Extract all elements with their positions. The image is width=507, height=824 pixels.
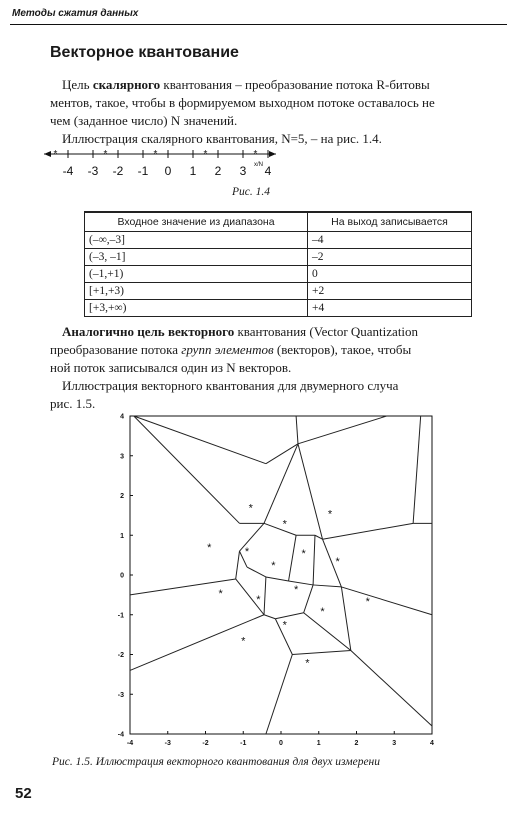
table-cell: [+1,+3) (85, 283, 308, 300)
y-tick-label: -3 (117, 691, 124, 699)
y-tick-label: -1 (117, 612, 124, 620)
number-line-mark: * (153, 149, 158, 160)
table-row (85, 283, 472, 300)
x-tick-label: 0 (279, 740, 283, 747)
cell-edge (289, 535, 297, 581)
header-rule (10, 24, 507, 25)
cell-edge (266, 655, 292, 735)
y-tick-label: 4 (120, 413, 124, 421)
cell-edge (134, 416, 266, 464)
table-cell: (–3, –1] (85, 249, 308, 266)
number-line-label: -4 (62, 164, 74, 178)
codebook-point: * (248, 502, 253, 515)
text-span: Цель (62, 77, 93, 92)
number-line-small-label: x/N (254, 162, 263, 168)
cell-edge (264, 444, 298, 524)
table-header-cell: На выход записывается (308, 212, 472, 232)
cell-edge (266, 444, 298, 464)
table-row (85, 249, 472, 266)
table-row (85, 300, 472, 317)
axis-ticks (118, 414, 434, 748)
italic-term: групп элементов (181, 342, 274, 357)
figure1-caption: Рис. 1.4 (232, 186, 271, 198)
cell-edge (292, 651, 351, 655)
codebook-point: * (365, 595, 370, 608)
section-title: Векторное квантование (50, 44, 239, 61)
paragraph3-line1: Иллюстрация векторного квантования для двумерного случа (62, 378, 399, 393)
illustration-line: Иллюстрация скалярного квантования, N=5, – на рис. 1.4. (62, 131, 382, 146)
right-arrow-icon (269, 151, 276, 157)
voronoi-cell-edges (130, 416, 432, 734)
cell-edge (289, 581, 314, 585)
cell-edge (351, 651, 432, 727)
cell-edge (264, 523, 296, 535)
paragraph2-line3: ной поток записывался один из N векторов. (50, 360, 292, 375)
cell-edge (266, 577, 289, 581)
codebook-point: * (271, 560, 276, 573)
paragraph1-line2: ментов, такое, чтобы в формируемом выходном потоке оставалось не (50, 95, 435, 110)
x-tick-label: -2 (202, 740, 209, 747)
y-tick-label: 3 (120, 453, 124, 461)
bold-term: скалярного (92, 77, 161, 92)
cell-edge (304, 613, 351, 651)
x-tick-label: -3 (164, 740, 171, 747)
table-cell: (–1,+1) (85, 266, 308, 283)
cell-edge (264, 615, 275, 619)
table-row (85, 232, 472, 249)
figure2-caption: Рис. 1.5. Иллюстрация векторного квантования для двух измерени (52, 756, 381, 768)
table-cell: (–∞,–3] (85, 232, 308, 249)
paragraph3-line2: рис. 1.5. (50, 396, 96, 411)
cell-edge (264, 577, 266, 615)
number-line-labels (63, 164, 272, 178)
cell-edge (323, 523, 414, 539)
y-tick-label: -2 (117, 652, 124, 659)
table-row (85, 266, 472, 283)
cell-edge (298, 416, 387, 444)
running-header: Методы сжатия данных (12, 8, 139, 19)
number-line-mark: * (53, 149, 58, 160)
number-line-mark: * (103, 149, 108, 160)
table-header-row (85, 212, 472, 232)
table-cell: +4 (308, 300, 472, 317)
codebook-point: * (301, 548, 306, 561)
number-line (40, 144, 320, 184)
cell-edge (275, 613, 303, 619)
cell-edge (413, 416, 421, 523)
cell-edge (313, 535, 315, 585)
plot-frame (130, 416, 432, 734)
table-cell: –4 (308, 232, 472, 249)
x-tick-label: 4 (430, 740, 434, 747)
paragraph2-line1 (62, 323, 418, 340)
cell-edge (304, 585, 313, 613)
codebook-point: * (320, 605, 325, 618)
cell-edge (341, 587, 432, 615)
codebook-point: * (293, 583, 299, 596)
number-line-label: 4 (264, 164, 272, 178)
number-line-label: 1 (189, 164, 197, 178)
table-cell: [+3,+∞) (85, 300, 308, 317)
paragraph2-line2 (50, 341, 411, 358)
cell-edge (236, 551, 240, 579)
codebook-point: * (218, 587, 223, 600)
codebook-point: * (335, 556, 340, 569)
bold-text: Аналогично цель (62, 324, 168, 339)
text-span: преобразование потока (50, 342, 182, 357)
codebook-point: * (327, 508, 333, 521)
codebook-point: * (305, 657, 310, 670)
cell-edge (296, 416, 298, 444)
codebook-point: * (244, 546, 250, 559)
number-line-mark: * (253, 149, 258, 160)
page-number: 52 (15, 785, 32, 802)
codebook-point: * (241, 635, 246, 648)
paragraph1-line1 (62, 76, 430, 93)
voronoi-chart (100, 405, 450, 757)
x-tick-label: 2 (354, 740, 359, 747)
x-tick-label: -4 (126, 740, 134, 747)
table-cell: 0 (308, 266, 472, 283)
paragraph1-line3: чем (заданное число) N значений. (50, 113, 238, 128)
table-cell: +2 (308, 283, 472, 300)
text-span: квантования (Vector Quantization (234, 324, 419, 339)
x-tick-label: 3 (392, 740, 397, 747)
y-tick-label: 0 (120, 572, 124, 580)
quantization-table (84, 211, 472, 317)
codebook-point: * (282, 619, 287, 632)
y-tick-label: 2 (120, 493, 124, 500)
text-span: (векторов), такое, чтобы (273, 342, 412, 357)
number-line-mark: * (203, 149, 208, 160)
number-line-label: 2 (214, 164, 222, 178)
number-line-label: -2 (112, 164, 124, 178)
codebook-point: * (207, 542, 212, 555)
y-tick-label: 1 (120, 532, 124, 540)
codebook-point: * (256, 593, 261, 606)
y-tick-label: -4 (117, 731, 124, 739)
cell-edge (341, 587, 350, 651)
number-line-label: -1 (137, 164, 149, 178)
cell-edge (239, 523, 264, 551)
table-cell: –2 (308, 249, 472, 266)
codebook-points (207, 502, 371, 669)
number-line-label: 0 (164, 164, 172, 178)
cell-edge (247, 567, 266, 577)
left-arrow-icon (44, 151, 51, 157)
number-line-label: 3 (239, 164, 247, 178)
cell-edge (313, 585, 341, 587)
cell-edge (298, 444, 323, 539)
number-line-label: -3 (87, 164, 99, 178)
cell-edge (134, 416, 240, 523)
bold-term: векторного (167, 324, 235, 339)
x-tick-label: -1 (240, 740, 247, 747)
text-span: квантования – преобразование потока R-битовы (160, 77, 430, 92)
codebook-point: * (282, 518, 287, 531)
table-header-cell: Входное значение из диапазона (85, 212, 308, 232)
x-tick-label: 1 (316, 740, 321, 747)
